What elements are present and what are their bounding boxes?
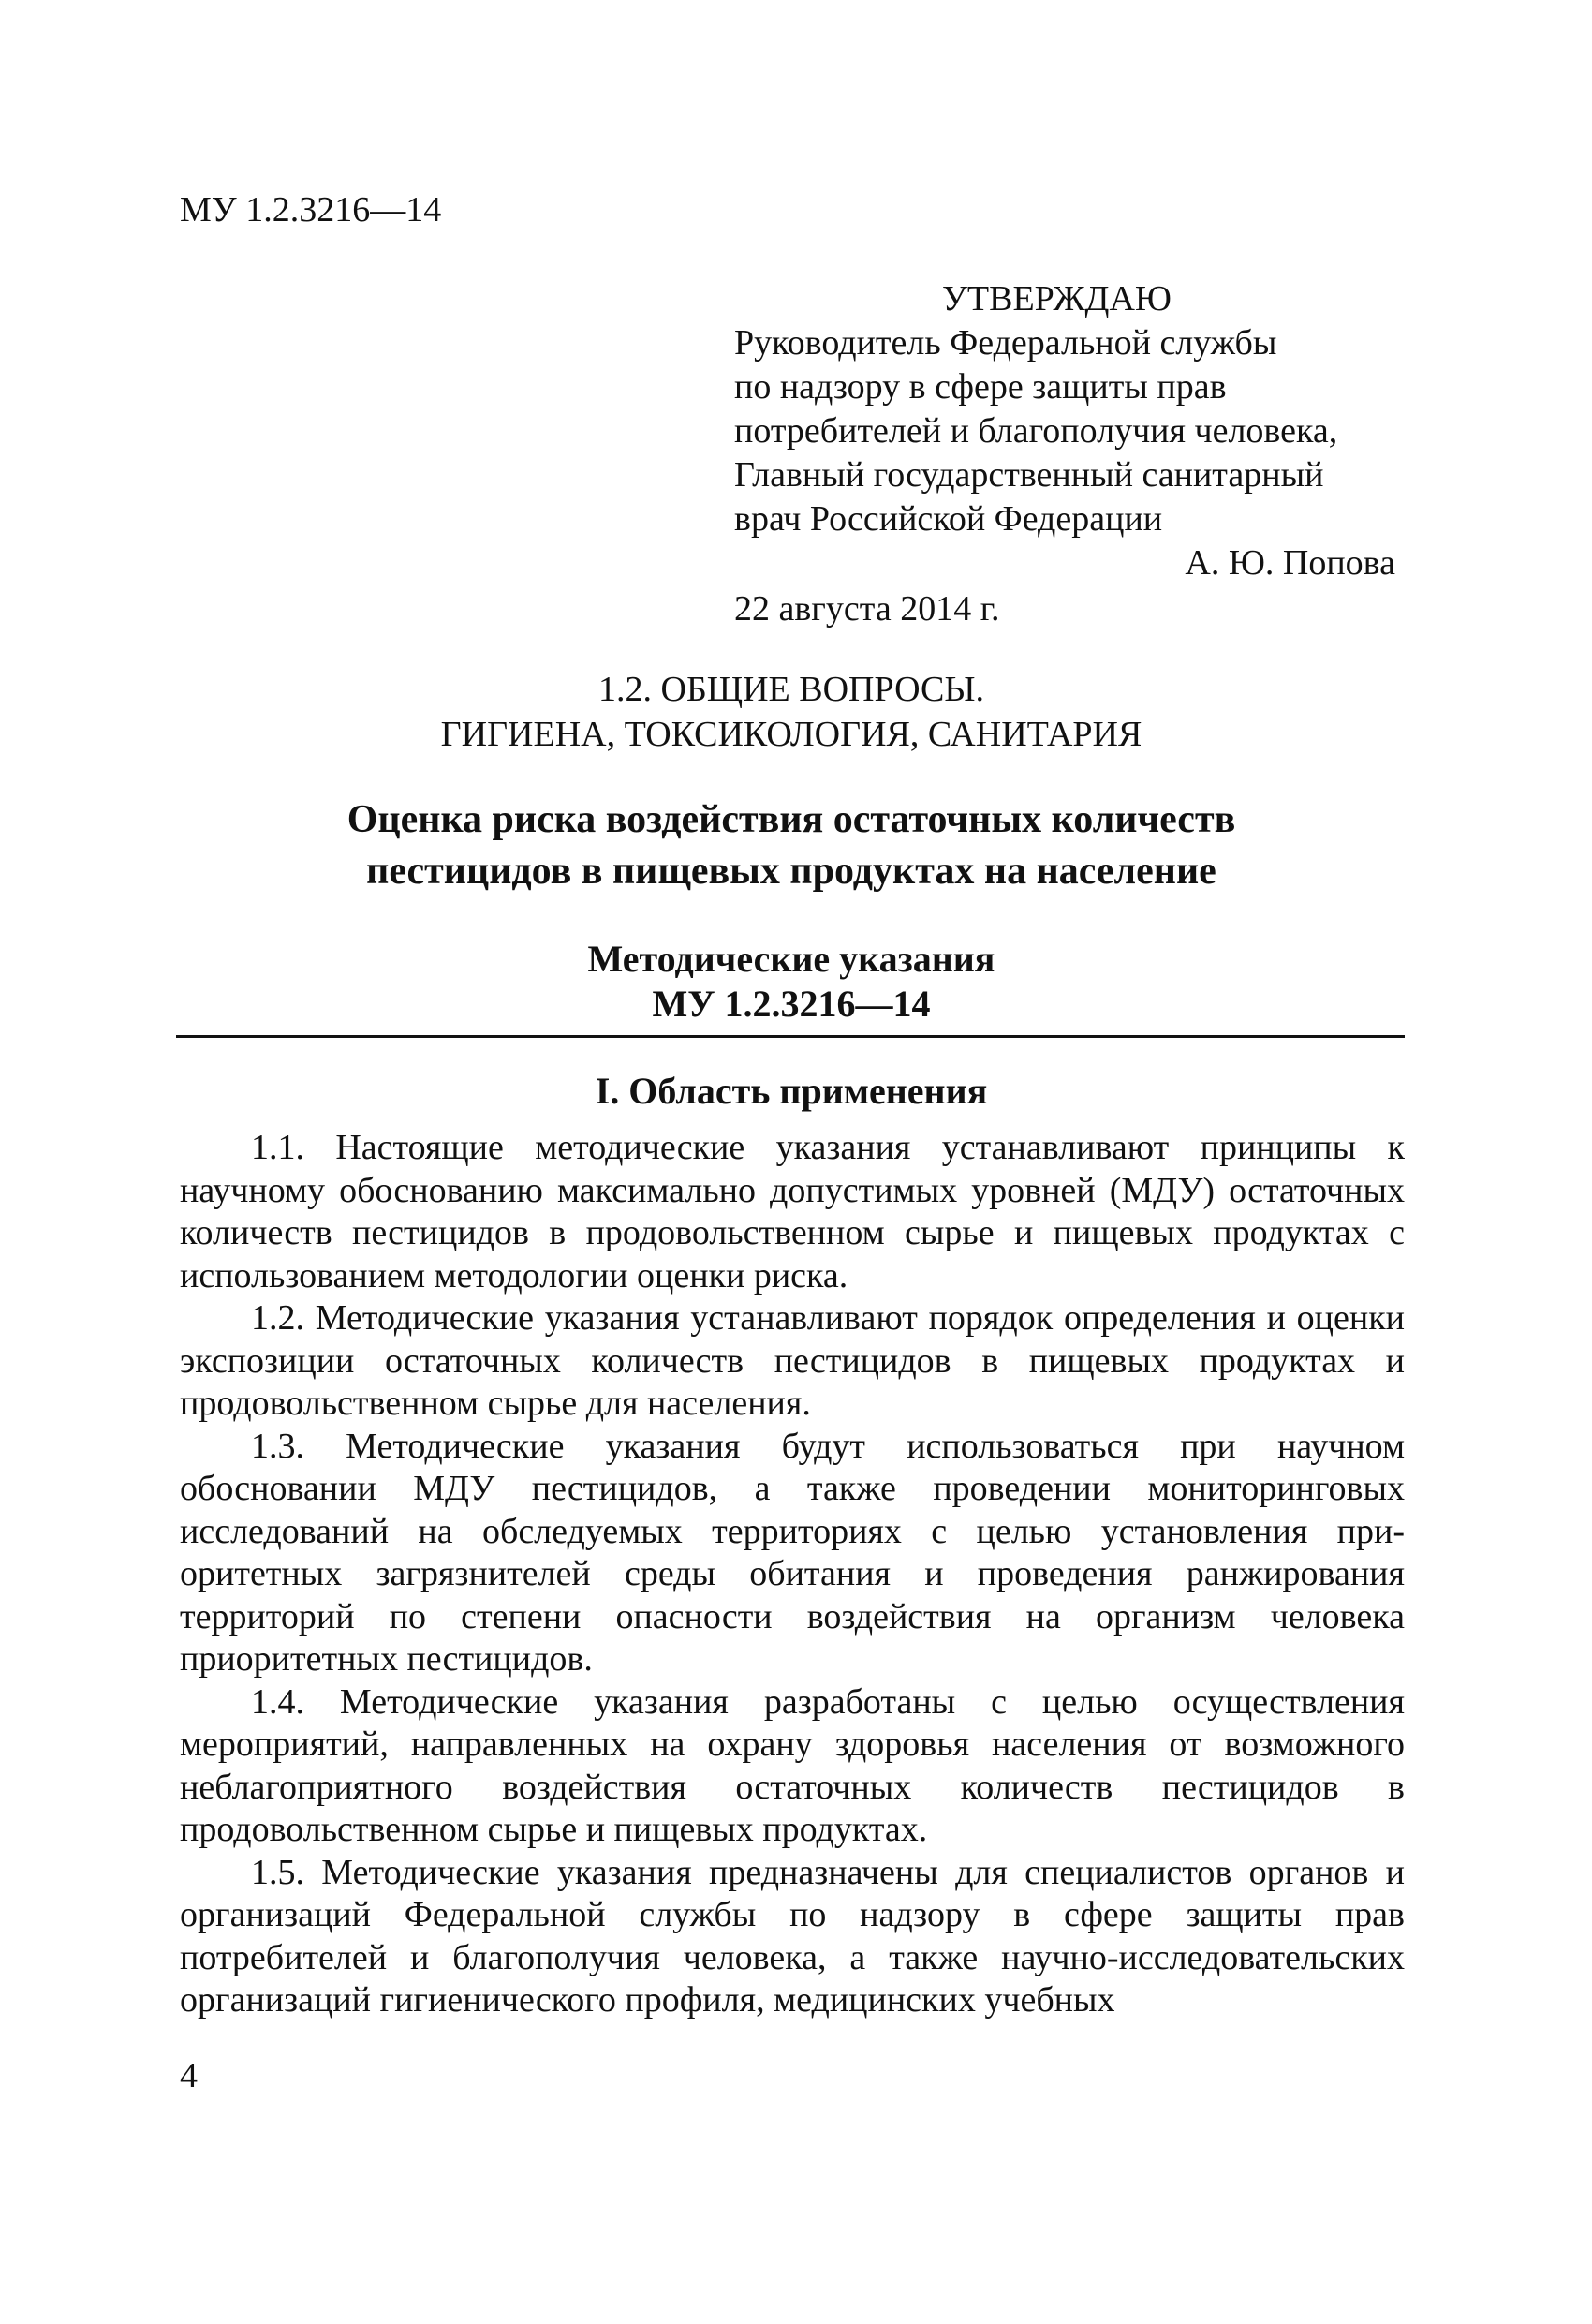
section-header-line: ГИГИЕНА, ТОКСИКОЛОГИЯ, САНИТАРИЯ <box>440 715 1142 754</box>
paragraph: 1.2. Методические указания устанавливают порядок определения и оценки экспозиции остаточных количеств пестицидов в пищевых продуктах и продовольственном сырье для населения. <box>180 1298 1405 1423</box>
document-code: МУ 1.2.3216—14 <box>180 190 442 229</box>
approval-date: 22 августа 2014 г. <box>734 589 1000 629</box>
approval-line: по надзору в сфере защиты прав <box>734 367 1227 407</box>
approval-line: врач Российской Федерации <box>734 499 1163 539</box>
approval-block <box>734 277 1399 631</box>
paragraph: 1.5. Методические указания предназначены для специалистов органов и организаций Федеральной службы по надзору в сфере защиты прав потребителей и благополучия человека, а также научно-исследовательских организаций гигиенического профиля, медицинских учебных <box>180 1852 1405 2020</box>
section-header-line: 1.2. ОБЩИЕ ВОПРОСЫ. <box>598 670 984 709</box>
page-number: 4 <box>180 2056 198 2095</box>
section-heading: I. Область применения <box>595 1070 988 1112</box>
document-title <box>178 794 1405 897</box>
approval-line: Главный государственный санитарный <box>734 455 1324 495</box>
document-type-code: МУ 1.2.3216—14 <box>652 983 931 1025</box>
horizontal-divider <box>176 1035 1405 1038</box>
approval-title: УТВЕРЖДАЮ <box>942 279 1172 318</box>
document-type-label: Методические указания <box>587 938 995 980</box>
approval-line: потребителей и благополучия человека, <box>734 411 1338 451</box>
paragraph: 1.4. Методические указания разработаны с целью осуществления мероприятий, направленных на охрану здоровья населения от возможного неблагоприятного воздействия остаточных количеств пестицидов в продовольственном сырье и пищевых продуктах. <box>180 1681 1405 1849</box>
approval-line: Руководитель Федеральной службы <box>734 323 1277 363</box>
section-body <box>180 1127 1405 2022</box>
paragraph: 1.3. Методические указания будут использоваться при научном обосновании МДУ пестицидов, а также проведении мониторинговых исследований на обследуемых территориях с целью установления приоритетных загрязнителей среды обитания и проведения ранжирования территорий по степени опасности воздействия на организм человека приоритетных пестицидов. <box>180 1426 1405 1679</box>
section-header <box>178 667 1405 757</box>
approver-name: А. Ю. Попова <box>1185 543 1395 583</box>
document-type <box>178 937 1405 1027</box>
document-title-line: пестицидов в пищевых продуктах на население <box>366 850 1216 893</box>
document-title-line: Оценка риска воздействия остаточных количеств <box>346 798 1236 841</box>
paragraph: 1.1. Настоящие методические указания устанавливают принципы к научному обоснованию максимально допустимых уровней (МДУ) остаточных количеств пестицидов в продовольственном сырье и пищевых продуктах с использованием методологии оценки риска. <box>180 1128 1405 1295</box>
